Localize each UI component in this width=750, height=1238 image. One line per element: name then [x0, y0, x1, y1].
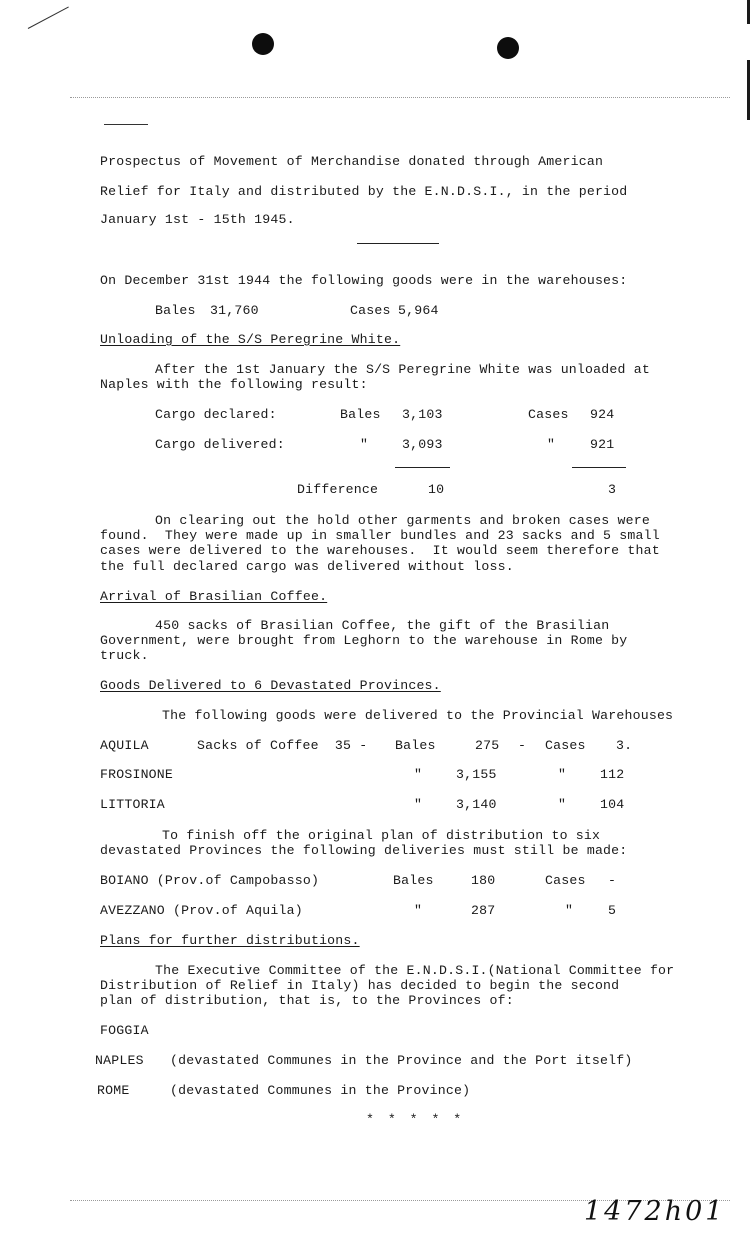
cargo-declared-bales: 3,103	[402, 407, 443, 422]
cargo-delivered-bales: 3,093	[402, 437, 443, 452]
remaining-bales-col: Bales	[393, 873, 434, 888]
provinces-heading: Goods Delivered to 6 Devastated Provinces.	[100, 678, 441, 693]
unloading-intro-line-2: Naples with the following result:	[100, 377, 368, 392]
opening-bales-label: Bales	[155, 303, 196, 318]
difference-rule-bales	[395, 467, 450, 468]
remaining-name: AVEZZANO (Prov.of Aquila)	[100, 903, 303, 918]
province-cases-col: Cases	[545, 738, 586, 753]
remaining-cases-col: "	[565, 903, 574, 918]
province-extra: Sacks of Coffee 35 -	[197, 738, 368, 753]
coffee-line-3: truck.	[100, 648, 149, 663]
opening-bales-value: 31,760	[210, 303, 259, 318]
coffee-heading: Arrival of Brasilian Coffee.	[100, 589, 328, 604]
scan-dotted-line	[70, 97, 730, 98]
province-name: LITTORIA	[100, 797, 165, 812]
plan-province-naples-note: (devastated Communes in the Province and the Port itself)	[170, 1053, 633, 1068]
plan-province-rome-note: (devastated Communes in the Province)	[170, 1083, 471, 1098]
unloading-intro-line-1: After the 1st January the S/S Peregrine White was unloaded at	[155, 362, 650, 377]
plans-line-2: Distribution of Relief in Italy) has decided to begin the second	[100, 978, 620, 993]
province-bales-col: "	[414, 767, 423, 782]
opening-cases-value: 5,964	[398, 303, 439, 318]
unloading-heading: Unloading of the S/S Peregrine White.	[100, 332, 401, 347]
province-bales: 275	[475, 738, 500, 753]
remaining-bales: 287	[471, 903, 496, 918]
difference-bales: 10	[428, 482, 445, 497]
remaining-line-1: To finish off the original plan of distribution to six	[162, 828, 601, 843]
remaining-line-2: devastated Provinces the following deliveries must still be made:	[100, 843, 628, 858]
province-bales-col: "	[414, 797, 423, 812]
plans-heading: Plans for further distributions.	[100, 933, 360, 948]
plans-line-1: The Executive Committee of the E.N.D.S.I.(National Committee for	[155, 963, 675, 978]
province-bales-col: Bales	[395, 738, 436, 753]
remaining-cases: -	[608, 873, 617, 888]
province-cases-col: "	[558, 767, 567, 782]
cargo-delivered-bales-ditto: "	[360, 437, 369, 452]
opening-statement: On December 31st 1944 the following goods were in the warehouses:	[100, 273, 628, 288]
remaining-bales-col: "	[414, 903, 423, 918]
province-name: FROSINONE	[100, 767, 174, 782]
pen-stroke-margin	[104, 124, 148, 125]
province-bales: 3,140	[456, 797, 497, 812]
title-line-3: January 1st - 15th 1945.	[100, 212, 295, 227]
difference-cases: 3	[608, 482, 617, 497]
unloading-note-line-1: On clearing out the hold other garments and broken cases were	[155, 513, 650, 528]
remaining-name: BOIANO (Prov.of Campobasso)	[100, 873, 320, 888]
unloading-note-line-4: the full declared cargo was delivered without loss.	[100, 559, 514, 574]
punch-hole-left	[252, 33, 274, 55]
plan-province-foggia: FOGGIA	[100, 1023, 149, 1038]
cargo-delivered-cases: 921	[590, 437, 615, 452]
unloading-note-line-3: cases were delivered to the warehouses. It would seem therefore that	[100, 543, 660, 558]
province-cases: 112	[600, 767, 625, 782]
province-bales: 3,155	[456, 767, 497, 782]
title-separator-rule	[357, 243, 439, 244]
province-cases-col: "	[558, 797, 567, 812]
province-cases: 104	[600, 797, 625, 812]
province-sep: -	[518, 738, 527, 753]
provinces-intro: The following goods were delivered to the Provincial Warehouses	[162, 708, 674, 723]
punch-hole-right	[497, 37, 519, 59]
end-mark: * * * * *	[366, 1112, 465, 1127]
pen-stroke-top-left	[28, 6, 69, 28]
coffee-line-1: 450 sacks of Brasilian Coffee, the gift of the Brasilian	[155, 618, 610, 633]
cargo-declared-label: Cargo declared:	[155, 407, 277, 422]
plan-province-naples: NAPLES	[95, 1053, 144, 1068]
title-line-2: Relief for Italy and distributed by the E.N.D.S.I., in the period	[100, 184, 628, 199]
unloading-note-line-2: found. They were made up in smaller bundles and 23 sacks and 5 small	[100, 528, 660, 543]
cargo-declared-cases-label: Cases	[528, 407, 569, 422]
province-cases: 3.	[616, 738, 633, 753]
cargo-declared-cases: 924	[590, 407, 615, 422]
remaining-cases-col: Cases	[545, 873, 586, 888]
title-line-1: Prospectus of Movement of Merchandise donated through American	[100, 154, 604, 169]
handwritten-reference: 1472h01	[584, 1196, 726, 1227]
plans-line-3: plan of distribution, that is, to the Provinces of:	[100, 993, 514, 1008]
opening-cases-label: Cases	[350, 303, 391, 318]
plan-province-rome: ROME	[97, 1083, 130, 1098]
cargo-declared-bales-label: Bales	[340, 407, 381, 422]
cargo-delivered-label: Cargo delivered:	[155, 437, 285, 452]
difference-label: Difference	[297, 482, 379, 497]
remaining-bales: 180	[471, 873, 496, 888]
province-name: AQUILA	[100, 738, 149, 753]
difference-rule-cases	[572, 467, 626, 468]
coffee-line-2: Government, were brought from Leghorn to the warehouse in Rome by	[100, 633, 628, 648]
remaining-cases: 5	[608, 903, 617, 918]
cargo-delivered-cases-ditto: "	[547, 437, 556, 452]
